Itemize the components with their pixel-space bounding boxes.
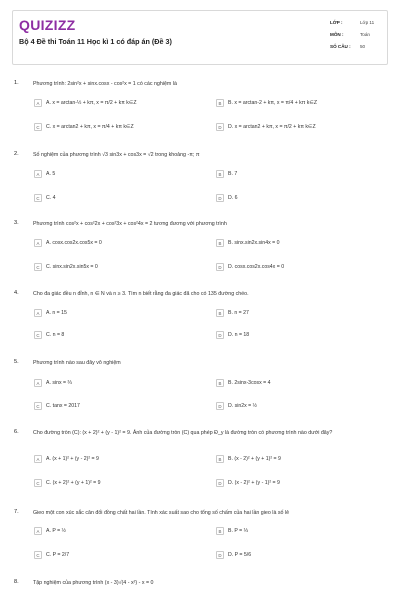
option-a[interactable] — [34, 307, 67, 319]
option-text: A. (x + 1)² + (y - 2)² = 9 — [46, 456, 99, 462]
option-text: D. cosx.cos2x.cos4x = 0 — [228, 264, 285, 270]
option-c[interactable] — [34, 261, 98, 273]
option-b[interactable] — [216, 237, 279, 249]
quizizz-logo: QUIZIZZ — [19, 17, 76, 33]
option-text: A. sinx = ⅔ — [46, 380, 72, 386]
question-number: 5. — [14, 359, 19, 365]
option-text: D. x = arctan2 + kπ, x = π/2 + kπ k∈Z — [228, 124, 316, 130]
question-number: 3. — [14, 220, 19, 226]
option-badge: B — [216, 99, 224, 107]
option-badge: C — [34, 194, 42, 202]
option-text: C. (x + 2)² + (y + 1)² = 9 — [46, 480, 101, 486]
option-a[interactable] — [34, 97, 137, 109]
option-badge: A — [34, 379, 42, 387]
option-d[interactable] — [216, 477, 280, 489]
option-badge: A — [34, 239, 42, 247]
option-badge: B — [216, 379, 224, 387]
option-text: A. n = 15 — [46, 310, 67, 316]
option-a[interactable] — [34, 377, 72, 389]
question-number: 8. — [14, 579, 19, 585]
question-text: Gieo một con xúc sắc cân đối đồng chất hai lần. Tính xác suất sao cho tổng số chấm của hai lần gieo là số lẻ — [33, 510, 290, 516]
option-badge: A — [34, 527, 42, 535]
question-text: Tập nghiệm của phương trình (x - 3)√(4 - x²) - x = 0 — [33, 580, 154, 586]
option-text: B. x = arctan-2 + kπ, x = π/4 + kπ k∈Z — [228, 100, 318, 106]
question-text: Phương trình: 2sin²x + sinx.cosx - cos²x = 1 có các nghiệm là — [33, 81, 177, 87]
option-text: A. x = arctan-½ + kπ, x = π/2 + kπ k∈Z — [46, 100, 137, 106]
option-text: A. P = ½ — [46, 528, 66, 534]
option-badge: C — [34, 551, 42, 559]
option-a[interactable] — [34, 525, 66, 537]
option-text: D. n = 18 — [228, 332, 250, 338]
meta-value: Lớp 11 — [360, 19, 375, 25]
option-b[interactable] — [216, 377, 271, 389]
option-text: A. 5 — [46, 171, 56, 177]
question-number: 7. — [14, 509, 19, 515]
meta-class — [330, 16, 386, 28]
quiz-title: Bộ 4 Đề thi Toán 11 Học kì 1 có đáp án (Đề 3) — [19, 37, 172, 46]
option-badge: C — [34, 123, 42, 131]
option-badge: B — [216, 239, 224, 247]
option-text: B. (x - 2)² + (y + 1)² = 9 — [228, 456, 281, 462]
option-text: D. (x - 2)² + (y - 1)² = 9 — [228, 480, 280, 486]
meta-value: 50 — [360, 43, 366, 49]
question-text: Cho đường tròn (C): (x + 2)² + (y - 1)² = 9. Ảnh của đường tròn (C) qua phép Đ_y là đường tròn có phương trình nào dưới đây? — [33, 430, 333, 436]
option-text: A. cosx.cos2x.cos5x = 0 — [46, 240, 102, 246]
meta-label: LỚP : — [330, 19, 343, 25]
option-text: D. sin2x = ½ — [228, 403, 257, 409]
option-c[interactable] — [34, 329, 64, 341]
option-d[interactable] — [216, 261, 284, 273]
option-badge: D — [216, 479, 224, 487]
option-c[interactable] — [34, 192, 56, 204]
option-d[interactable] — [216, 192, 238, 204]
option-text: C. 4 — [46, 195, 56, 201]
option-badge: D — [216, 194, 224, 202]
option-d[interactable] — [216, 400, 257, 412]
meta-value: Toán — [360, 31, 370, 37]
option-d[interactable] — [216, 329, 249, 341]
option-a[interactable] — [34, 237, 102, 249]
option-text: B. n = 27 — [228, 310, 249, 316]
question-number: 6. — [14, 429, 19, 435]
option-badge: A — [34, 170, 42, 178]
meta-count — [330, 40, 386, 52]
option-b[interactable] — [216, 525, 248, 537]
question-text: Phương trình cos²x + cos²2x + cos²3x + cos²4x = 2 tương đương với phương trình — [33, 221, 227, 227]
option-a[interactable] — [34, 453, 99, 465]
option-badge: B — [216, 170, 224, 178]
option-badge: D — [216, 551, 224, 559]
option-text: C. x = arctan2 + kπ, x = π/4 + kπ k∈Z — [46, 124, 134, 130]
option-c[interactable] — [34, 400, 80, 412]
option-text: C. P = 2/7 — [46, 552, 70, 558]
option-d[interactable] — [216, 121, 316, 133]
meta-label: SỐ CÂU : — [330, 43, 351, 49]
meta-subject — [330, 28, 386, 40]
option-text: B. P = ⅓ — [228, 528, 248, 534]
question-text: Số nghiệm của phương trình √3 sin3x + cos3x = √2 trong khoảng -π; π — [33, 152, 200, 158]
option-badge: A — [34, 99, 42, 107]
option-text: B. sinx.sin2x.sin4x = 0 — [228, 240, 280, 246]
option-text: B. 7 — [228, 171, 238, 177]
question-text: Cho đa giác đều n đỉnh, n ∈ N và n ≥ 3. Tìm n biết rằng đa giác đã cho có 135 đường chéo. — [33, 291, 249, 297]
option-badge: C — [34, 402, 42, 410]
option-badge: D — [216, 331, 224, 339]
option-text: C. n = 8 — [46, 332, 65, 338]
option-b[interactable] — [216, 97, 317, 109]
option-text: C. tanx = 2017 — [46, 403, 80, 409]
option-badge: A — [34, 309, 42, 317]
question-text: Phương trình nào sau đây vô nghiệm — [33, 360, 121, 366]
option-badge: B — [216, 527, 224, 535]
option-d[interactable] — [216, 549, 251, 561]
option-b[interactable] — [216, 307, 249, 319]
option-c[interactable] — [34, 549, 69, 561]
option-badge: C — [34, 263, 42, 271]
option-a[interactable] — [34, 168, 55, 180]
quiz-meta — [330, 16, 386, 52]
option-badge: D — [216, 263, 224, 271]
option-badge: D — [216, 402, 224, 410]
option-c[interactable] — [34, 121, 134, 133]
option-b[interactable] — [216, 453, 281, 465]
option-text: C. sinx.sin2x.sin5x = 0 — [46, 264, 98, 270]
option-badge: C — [34, 331, 42, 339]
quiz-header — [12, 10, 388, 65]
option-badge: A — [34, 455, 42, 463]
option-badge: C — [34, 479, 42, 487]
option-c[interactable] — [34, 477, 100, 489]
option-badge: D — [216, 123, 224, 131]
option-badge: B — [216, 455, 224, 463]
question-number: 1. — [14, 80, 19, 86]
option-b[interactable] — [216, 168, 237, 180]
question-number: 4. — [14, 290, 19, 296]
option-text: B. 2sinx-3cosx = 4 — [228, 380, 271, 386]
option-badge: B — [216, 309, 224, 317]
meta-label: MÔN : — [330, 31, 344, 37]
option-text: D. 6 — [228, 195, 238, 201]
question-number: 2. — [14, 151, 19, 157]
option-text: D. P = 5/6 — [228, 552, 252, 558]
